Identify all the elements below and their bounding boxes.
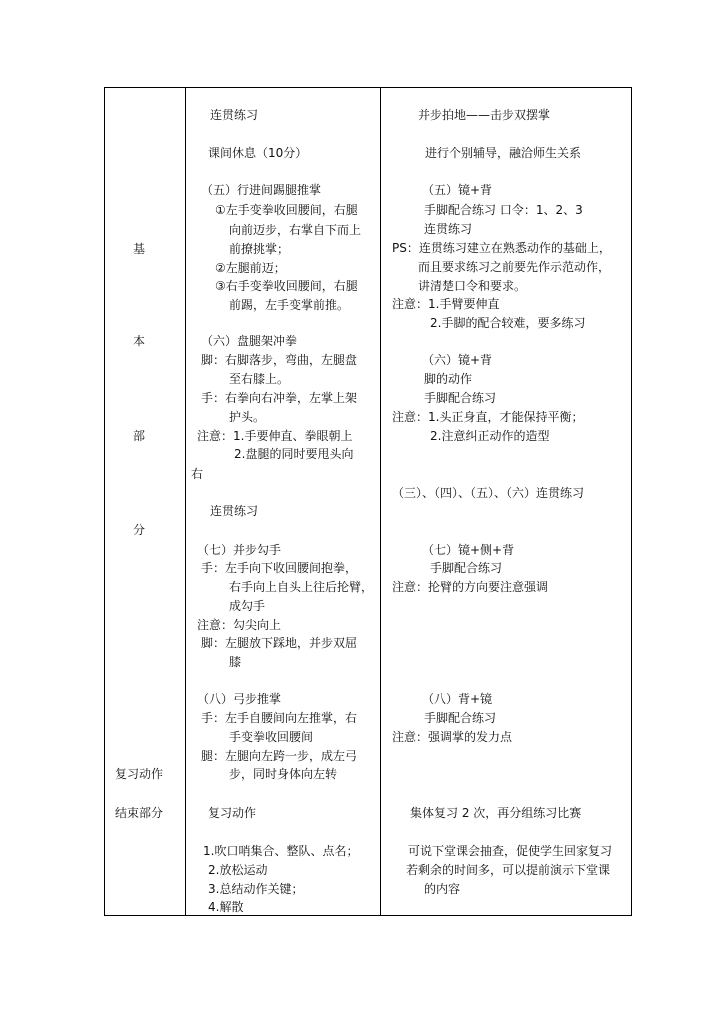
- section-label-bu: 部: [133, 429, 146, 443]
- content-line: 手变拳收回腰间: [229, 730, 314, 744]
- content-line: 2.盘腿的同时要甩头向: [234, 447, 354, 461]
- method-line: 脚的动作: [424, 372, 473, 386]
- method-line: （七）镜+侧+背: [422, 543, 515, 557]
- method-line: 注意：强调掌的发力点: [392, 730, 513, 744]
- content-line: 护头。: [229, 410, 266, 424]
- section-label-fen: 分: [133, 523, 146, 537]
- method-line: （八）背+镜: [422, 692, 493, 706]
- content-line: （五）行进间踢腿推掌: [201, 183, 322, 197]
- method-line: （三）、（四）、（五）、（六）连贯练习: [392, 486, 585, 500]
- method-line: 可说下堂课会抽查，促使学生回家复习: [408, 844, 613, 858]
- method-line: PS：连贯练习建立在熟悉动作的基础上，: [392, 241, 611, 255]
- content-line: 右: [191, 467, 204, 481]
- content-line: 1.吹口哨集合、整队、点名；: [203, 844, 359, 858]
- method-line: 而且要求练习之前要先作示范动作，: [418, 260, 611, 274]
- section-label-review: 复习动作: [115, 767, 164, 781]
- content-line: 腿：左腿向左跨一步，成左弓: [201, 749, 358, 763]
- method-line: 的内容: [424, 882, 461, 896]
- content-line: 膝: [229, 655, 242, 669]
- method-line: （五）镜+背: [422, 183, 493, 197]
- content-line: 前踢，左手变掌前推。: [229, 298, 350, 312]
- table-border-top: [104, 87, 632, 88]
- table-border-left: [104, 87, 105, 916]
- method-line: 手脚配合练习: [424, 711, 497, 725]
- section-label-ending: 结束部分: [115, 806, 164, 820]
- content-line: （六）盘腿架冲拳: [201, 334, 298, 348]
- content-line: 脚：左腿放下踩地，并步双屈: [201, 636, 358, 650]
- content-line: 注意：1.手要伸直、拳眼朝上: [197, 429, 353, 443]
- content-line: 右手向上自头上往后抡臂，: [229, 580, 374, 594]
- method-line: （六）镜+背: [422, 353, 493, 367]
- content-line: 至右膝上。: [229, 372, 290, 386]
- content-line: 连贯练习: [210, 108, 259, 122]
- content-line: ②左腿前迈；: [215, 261, 286, 275]
- content-line: 连贯练习: [210, 504, 259, 518]
- content-line: 向前迈步，右掌自下而上: [229, 223, 362, 237]
- method-line: 注意：抡臂的方向要注意强调: [392, 580, 549, 594]
- content-line: 前撩挑掌；: [229, 242, 290, 256]
- method-line: 连贯练习: [424, 222, 473, 236]
- content-line: 步，同时身体向左转: [229, 767, 338, 781]
- content-line: 3.总结动作关键；: [208, 882, 304, 896]
- method-line: 集体复习 2 次，再分组练习比赛: [410, 806, 582, 820]
- content-line: 手：左手自腰间向左推掌，右: [201, 711, 358, 725]
- content-line: 脚：右脚落步，弯曲，左腿盘: [201, 353, 358, 367]
- content-line: 手：左手向下收回腰间抱拳，: [201, 561, 358, 575]
- content-line: ③右手变拳收回腰间，右腿: [215, 279, 358, 293]
- method-line: 注意：1.手臂要伸直: [392, 297, 500, 311]
- method-line: 2.注意纠正动作的造型: [430, 429, 550, 443]
- method-line: 手脚配合练习: [430, 561, 503, 575]
- content-line: 2.放松运动: [208, 863, 268, 877]
- content-line: 课间休息（10分）: [208, 146, 308, 160]
- content-line: 复习动作: [208, 806, 257, 820]
- content-line: 手：右拳向右冲拳，左掌上架: [201, 391, 358, 405]
- section-label-ji: 基: [133, 242, 146, 256]
- table-divider-2: [380, 87, 381, 916]
- table-divider-1: [185, 87, 186, 916]
- method-line: 手脚配合练习 口令：1、2、3: [424, 203, 583, 217]
- content-line: 注意：勾尖向上: [197, 618, 282, 632]
- content-line: （八）弓步推掌: [197, 692, 282, 706]
- table-border-bottom: [104, 915, 632, 916]
- method-line: 2.手脚的配合较难，要多练习: [430, 316, 586, 330]
- method-line: 讲清楚口令和要求。: [418, 279, 527, 293]
- section-label-ben: 本: [133, 334, 146, 348]
- method-line: 并步拍地——击步双摆掌: [418, 108, 551, 122]
- table-border-right: [631, 87, 632, 916]
- method-line: 注意：1.头正身直，才能保持平衡；: [392, 410, 584, 424]
- content-line: （七）并步勾手: [197, 543, 282, 557]
- content-line: 成勾手: [229, 599, 266, 613]
- content-line: ①左手变拳收回腰间，右腿: [215, 203, 358, 217]
- content-line: 4.解散: [208, 900, 244, 914]
- method-line: 手脚配合练习: [424, 391, 497, 405]
- method-line: 进行个别辅导，融洽师生关系: [425, 146, 582, 160]
- method-line: 若剩余的时间多，可以提前演示下堂课: [406, 863, 611, 877]
